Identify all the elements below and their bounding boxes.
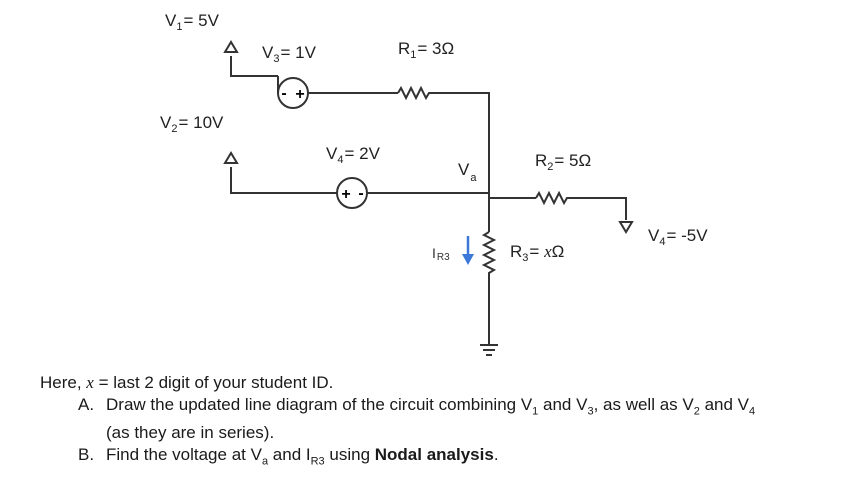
question-part-a-continued: (as they are in series). — [106, 423, 275, 443]
label-va: $V_a$ — [458, 160, 477, 184]
v1-supply-arrow — [225, 42, 237, 52]
question-text — [40, 372, 840, 473]
r3-resistor — [484, 232, 494, 277]
v3-source — [278, 78, 308, 108]
v4-source — [337, 178, 367, 208]
v4-plus-sign: + — [341, 186, 351, 203]
r2-resistor — [536, 193, 572, 203]
current-arrow — [462, 236, 474, 265]
label-v4-supply: $V_4= -5V$ — [648, 226, 708, 248]
ground-symbol — [480, 345, 498, 355]
question-part-b: B. Find the voltage at $V_a$ and $I_{R3}$ using Nodal analysis. — [78, 445, 499, 468]
wire-v2-to-v4 — [231, 167, 337, 193]
wire-r2-to-v4b — [572, 198, 626, 220]
label-r1: $R_1= 3\Omega$ — [398, 39, 455, 61]
v2-supply-arrow — [225, 153, 237, 163]
v4-minus-sign: - — [358, 185, 364, 202]
v3-plus-sign: + — [295, 86, 305, 103]
label-r2: $R_2= 5\Omega$ — [535, 151, 592, 173]
label-v3: $V_3= 1V$ — [262, 43, 316, 65]
label-r3: $R_3= x\Omega$ — [510, 242, 565, 264]
v4b-supply-arrow — [620, 222, 632, 232]
label-v1: $V_1= 5V$ — [165, 11, 219, 33]
question-part-a: A. Draw the updated line diagram of the circuit combining $V_1$ and $V_3$, as well as $V_2$ and $V_4$ — [78, 395, 756, 418]
label-v4-source: $V_4= 2V$ — [326, 144, 380, 166]
v3-minus-sign: - — [281, 85, 287, 102]
r1-resistor — [398, 88, 432, 98]
label-ir3: IR3 — [432, 245, 450, 263]
label-v2: $V_2= 10V$ — [160, 113, 224, 135]
question-intro: Here, x = last 2 digit of your student ID. — [40, 373, 334, 392]
